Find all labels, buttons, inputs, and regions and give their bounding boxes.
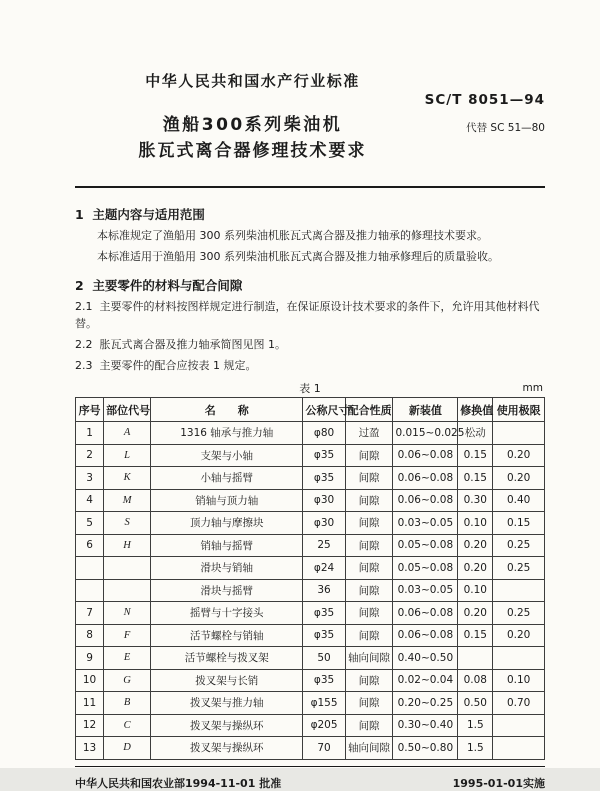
table-cell: 0.02~0.04 (393, 669, 458, 692)
section-paragraph: 本标准适用于渔船用 300 系列柴油机胀瓦式离合器及推力轴承修理后的质量验收。 (97, 250, 499, 263)
table-cell: 间隙 (345, 714, 393, 737)
footer-rule (75, 766, 545, 767)
section-materials (75, 277, 545, 374)
col-header-limit: 使用极限 (493, 398, 545, 422)
col-header-code: 部位代号 (104, 398, 151, 422)
table-cell: G (104, 669, 151, 692)
table-cell: 10 (76, 669, 104, 692)
table-cell: 0.50~0.80 (393, 737, 458, 760)
standard-org-title: 中华人民共和国水产行业标准 (145, 72, 360, 90)
table-cell (76, 557, 104, 580)
table-cell: 0.06~0.08 (393, 602, 458, 625)
table-cell: 0.20 (493, 444, 545, 467)
table-cell: 1.5 (458, 714, 493, 737)
table-cell: 间隙 (345, 467, 393, 490)
table-cell: 拨叉架与长销 (151, 669, 303, 692)
col-header-fit: 配合性质 (345, 398, 393, 422)
table-row (76, 534, 545, 557)
table-cell: 0.70 (493, 692, 545, 715)
table-row (76, 579, 545, 602)
document-footer (75, 775, 545, 791)
document-header (75, 70, 545, 166)
table-cell: N (104, 602, 151, 625)
table-cell: 0.10 (458, 512, 493, 535)
table-caption-row (75, 380, 545, 395)
table-cell: 0.15 (458, 444, 493, 467)
document-title-line1: 渔船300系列柴油机 (162, 115, 343, 135)
spec-table (75, 397, 545, 760)
table-cell: 11 (76, 692, 104, 715)
table-cell: 拨叉架与推力轴 (151, 692, 303, 715)
table-cell: 9 (76, 647, 104, 670)
table-cell: 0.20 (458, 557, 493, 580)
table-cell (493, 579, 545, 602)
table-cell: 0.25 (493, 602, 545, 625)
table-cell: 50 (303, 647, 345, 670)
table-cell: 0.30 (458, 489, 493, 512)
table-cell: 1.5 (458, 737, 493, 760)
table-header-row (76, 398, 545, 422)
table-cell: 间隙 (345, 534, 393, 557)
table-cell: 25 (303, 534, 345, 557)
table-cell: D (104, 737, 151, 760)
table-cell: 0.40~0.50 (393, 647, 458, 670)
table-cell: 0.05~0.08 (393, 534, 458, 557)
table-cell: φ35 (303, 602, 345, 625)
col-header-new-value: 新装值 (393, 398, 458, 422)
table-cell: 0.20 (458, 602, 493, 625)
section-scope (75, 206, 545, 265)
table-cell: 间隙 (345, 602, 393, 625)
table-row (76, 602, 545, 625)
section-paragraph: 2.3 主要零件的配合应按表 1 规定。 (75, 359, 257, 372)
table-cell (76, 579, 104, 602)
table-cell: 0.05~0.08 (393, 557, 458, 580)
table-cell: 间隙 (345, 489, 393, 512)
table-cell (493, 737, 545, 760)
table-cell: 0.20 (458, 534, 493, 557)
header-rule (75, 186, 545, 188)
table-row (76, 489, 545, 512)
table-row (76, 557, 545, 580)
table-cell: B (104, 692, 151, 715)
table-cell: 4 (76, 489, 104, 512)
table-row (76, 467, 545, 490)
table-cell: 0.50 (458, 692, 493, 715)
table-cell: 间隙 (345, 579, 393, 602)
table-cell: φ24 (303, 557, 345, 580)
standard-code: SC/T 8051—94 (424, 92, 545, 108)
table-cell: 轴向间隙 (345, 737, 393, 760)
table-cell: 0.15 (458, 624, 493, 647)
table-row (76, 444, 545, 467)
table-cell: H (104, 534, 151, 557)
table-cell: φ35 (303, 669, 345, 692)
table-cell: S (104, 512, 151, 535)
table-cell: 间隙 (345, 692, 393, 715)
replaces-note: 代替 SC 51—80 (466, 122, 545, 134)
table-cell: 0.10 (458, 579, 493, 602)
table-cell: φ35 (303, 444, 345, 467)
section-heading: 1 主题内容与适用范围 (75, 207, 205, 222)
section-paragraph: 本标准规定了渔船用 300 系列柴油机胀瓦式离合器及推力轴承的修理技术要求。 (97, 229, 488, 242)
table-row (76, 422, 545, 445)
table-cell: 活节螺栓与销轴 (151, 624, 303, 647)
table-cell: 0.20~0.25 (393, 692, 458, 715)
col-header-name: 名 称 (151, 398, 303, 422)
table-cell: 销轴与顶力轴 (151, 489, 303, 512)
table-cell: 0.015~0.025 (393, 422, 458, 445)
table-cell: φ35 (303, 467, 345, 490)
table-cell: 过盈 (345, 422, 393, 445)
table-cell: 间隙 (345, 557, 393, 580)
table-cell: 拨叉架与操纵环 (151, 714, 303, 737)
table-cell: 0.06~0.08 (393, 624, 458, 647)
table-cell: φ30 (303, 489, 345, 512)
table-cell: 小轴与摇臂 (151, 467, 303, 490)
table-cell: 顶力轴与摩擦块 (151, 512, 303, 535)
table-cell: 间隙 (345, 512, 393, 535)
table-row (76, 512, 545, 535)
table-cell: 0.10 (493, 669, 545, 692)
table-cell: 0.06~0.08 (393, 467, 458, 490)
table-cell: C (104, 714, 151, 737)
table-cell: 0.15 (458, 467, 493, 490)
table-cell: M (104, 489, 151, 512)
table-cell: 0.20 (493, 624, 545, 647)
table-cell: 36 (303, 579, 345, 602)
table-cell: 0.15 (493, 512, 545, 535)
table-cell: 12 (76, 714, 104, 737)
table-cell: 轴向间隙 (345, 647, 393, 670)
table-cell: 13 (76, 737, 104, 760)
table-cell: 3 (76, 467, 104, 490)
table-cell: 1 (76, 422, 104, 445)
table-cell (104, 579, 151, 602)
table-cell: 0.06~0.08 (393, 444, 458, 467)
table-cell: 滑块与摇臂 (151, 579, 303, 602)
table-cell: K (104, 467, 151, 490)
table-cell: 2 (76, 444, 104, 467)
table-cell: 8 (76, 624, 104, 647)
table-cell: 0.03~0.05 (393, 579, 458, 602)
table-cell: 活节螺栓与拨叉架 (151, 647, 303, 670)
table-row (76, 692, 545, 715)
table-cell: 0.03~0.05 (393, 512, 458, 535)
table-unit-label: mm (522, 382, 543, 394)
table-cell (458, 647, 493, 670)
table-cell: 5 (76, 512, 104, 535)
table-cell: L (104, 444, 151, 467)
table-cell: φ205 (303, 714, 345, 737)
table-cell: 1316 轴承与推力轴 (151, 422, 303, 445)
table-cell: 0.20 (493, 467, 545, 490)
col-header-repair-value: 修换值 (458, 398, 493, 422)
table-cell: E (104, 647, 151, 670)
table-row (76, 647, 545, 670)
table-cell (493, 714, 545, 737)
col-header-seq: 序号 (76, 398, 104, 422)
table-cell: 0.06~0.08 (393, 489, 458, 512)
table-cell: 0.25 (493, 534, 545, 557)
section-paragraph: 2.2 胀瓦式离合器及推力轴承简图见图 1。 (75, 338, 286, 351)
table-cell: φ80 (303, 422, 345, 445)
table-cell: 滑块与销轴 (151, 557, 303, 580)
table-cell: 间隙 (345, 669, 393, 692)
approval-note: 中华人民共和国农业部1994-11-01 批准 (75, 776, 282, 790)
table-cell: 摇臂与十字接头 (151, 602, 303, 625)
table-cell: 0.25 (493, 557, 545, 580)
table-cell: φ30 (303, 512, 345, 535)
table-cell: 6 (76, 534, 104, 557)
section-heading: 2 主要零件的材料与配合间隙 (75, 278, 243, 293)
table-cell: 0.40 (493, 489, 545, 512)
table-cell: φ35 (303, 624, 345, 647)
table-cell: 销轴与摇臂 (151, 534, 303, 557)
table-row (76, 714, 545, 737)
table-cell: 拨叉架与操纵环 (151, 737, 303, 760)
document-title-line2: 胀瓦式离合器修理技术要求 (138, 141, 367, 161)
table-cell (493, 422, 545, 445)
table-cell: 70 (303, 737, 345, 760)
table-cell: A (104, 422, 151, 445)
implementation-date: 1995-01-01实施 (452, 776, 545, 790)
table-row (76, 669, 545, 692)
table-cell: F (104, 624, 151, 647)
table-cell (104, 557, 151, 580)
table-cell: φ155 (303, 692, 345, 715)
table-cell: 松动 (458, 422, 493, 445)
table-cell: 0.08 (458, 669, 493, 692)
table-cell: 支架与小轴 (151, 444, 303, 467)
table-cell: 间隙 (345, 444, 393, 467)
spec-table-body (76, 422, 545, 760)
table-caption: 表 1 (299, 382, 321, 395)
col-header-size: 公称尺寸 (303, 398, 345, 422)
table-cell: 间隙 (345, 624, 393, 647)
table-cell: 7 (76, 602, 104, 625)
table-row (76, 737, 545, 760)
table-row (76, 624, 545, 647)
table-cell (493, 647, 545, 670)
section-paragraph: 2.1 主要零件的材料按图样规定进行制造，在保证原设计技术要求的条件下，允许用其他材料代替。 (75, 300, 540, 330)
table-cell: 0.30~0.40 (393, 714, 458, 737)
